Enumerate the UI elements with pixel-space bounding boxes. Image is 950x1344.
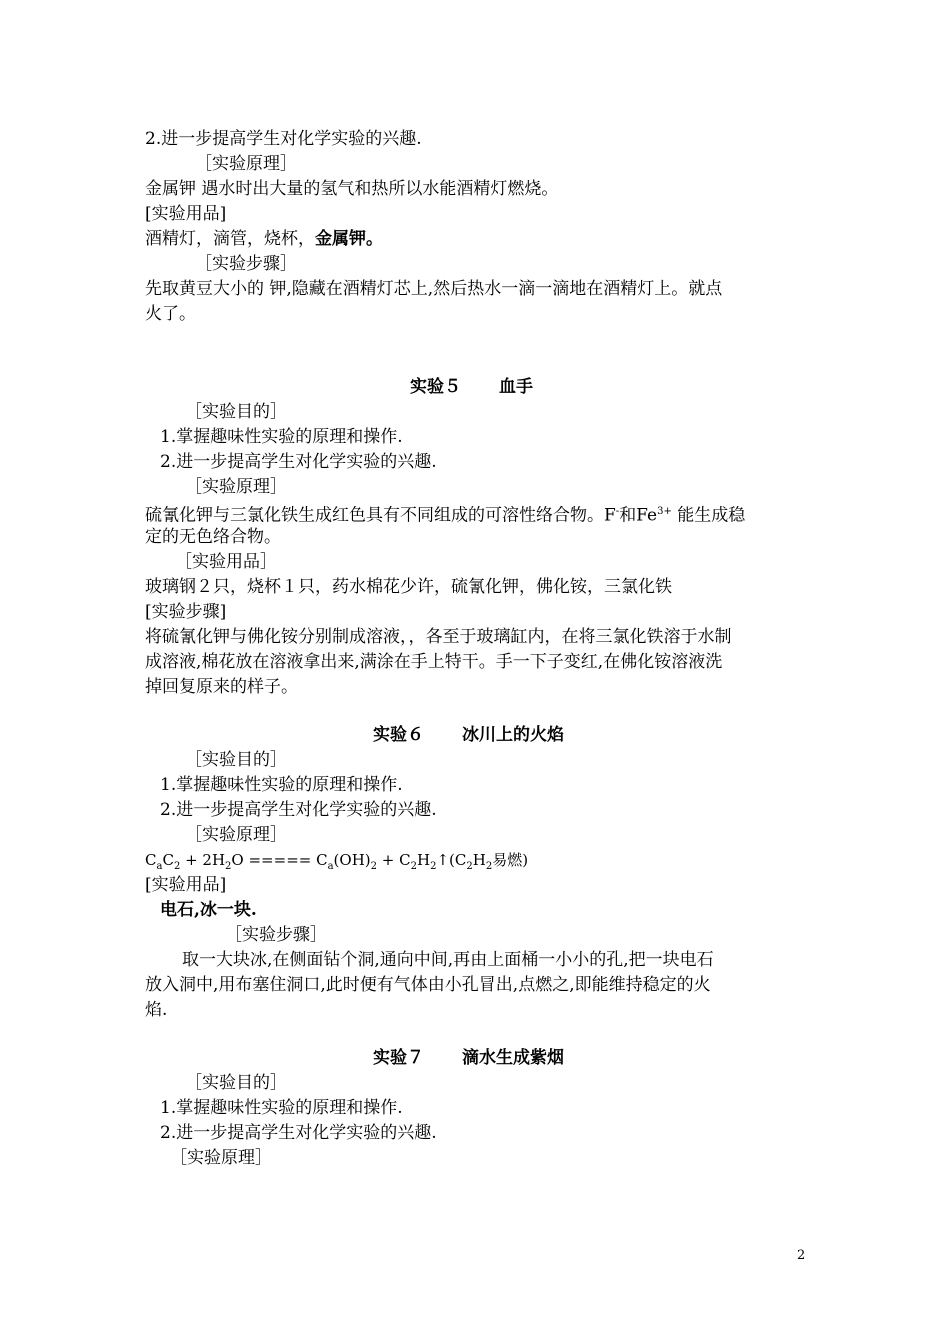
- eq-part: + C: [377, 851, 411, 869]
- section-heading-purpose: ［实验目的］: [185, 750, 287, 770]
- eq-part: ↑(C: [436, 851, 467, 869]
- purpose-item: 2.进一步提高学生对化学实验的兴趣.: [160, 800, 437, 820]
- eq-sub: 2: [173, 861, 181, 872]
- section-heading-steps: ［实验步骤］: [195, 254, 297, 274]
- section-heading-principle: ［实验原理］: [195, 154, 297, 174]
- eq-sub: 2: [430, 861, 437, 872]
- eq-sub: 2: [225, 861, 232, 872]
- section-heading-steps: [实验步骤]: [145, 602, 227, 622]
- steps-line: 将硫氰化钾与佛化铵分别制成溶液，，各至于玻璃缸内，在将三氯化铁溶于水制: [145, 627, 732, 647]
- purpose-item: 1.掌握趣味性实验的原理和操作.: [160, 427, 403, 447]
- section-heading-materials: ［实验用品］: [175, 552, 277, 572]
- superscript: 3+: [657, 506, 672, 517]
- section-heading-materials: [实验用品]: [145, 204, 227, 224]
- eq-sub: 2: [370, 861, 378, 872]
- materials-line: 电石,冰一块.: [160, 900, 257, 920]
- text-line: 2.进一步提高学生对化学实验的兴趣.: [145, 129, 422, 149]
- experiment-5-title: [410, 375, 533, 399]
- steps-line: 焰.: [145, 1000, 168, 1020]
- eq-sub: a: [327, 861, 334, 872]
- eq-sub: a: [156, 861, 163, 872]
- materials-line: 玻璃钢２只，烧杯１只，药水棉花少许，硫氰化钾，佛化铵，三氯化铁: [145, 577, 672, 597]
- experiment-name: 血手: [499, 377, 533, 397]
- eq-part: + 2H: [180, 851, 226, 869]
- experiment-7-title: [373, 1046, 564, 1070]
- principle-text: 和Fe: [619, 505, 658, 526]
- principle-text: 硫氰化钾与三氯化铁生成红色具有不同组成的可溶性络合物。F: [145, 505, 616, 526]
- purpose-item: 2.进一步提高学生对化学实验的兴趣.: [160, 1123, 437, 1143]
- steps-line: 成溶液,棉花放在溶液拿出来,满涂在手上特干。手一下子变红,在佛化铵溶液洗: [145, 652, 723, 672]
- purpose-item: 1.掌握趣味性实验的原理和操作.: [160, 775, 403, 795]
- eq-part: H: [472, 851, 486, 869]
- eq-sub: 2: [410, 861, 417, 872]
- materials-text: 酒精灯，滴管，烧杯，: [145, 229, 315, 249]
- text-line: 金属钾 遇水时出大量的氢气和热所以水能酒精灯燃烧。: [145, 179, 559, 199]
- experiment-6-title: [373, 723, 564, 747]
- eq-sub: 2: [466, 861, 473, 872]
- experiment-number: 实验７: [373, 1048, 424, 1068]
- eq-part: C: [162, 851, 174, 869]
- eq-part: (OH): [333, 851, 371, 869]
- steps-line: 掉回复原来的样子。: [145, 677, 298, 697]
- text-line: 先取黄豆大小的 钾,隐藏在酒精灯芯上,然后热水一滴一滴地在酒精灯上。就点: [145, 279, 723, 299]
- materials-bold-text: 金属钾。: [315, 229, 383, 249]
- materials-line: [145, 227, 383, 251]
- superscript: -: [615, 506, 620, 517]
- purpose-item: 1.掌握趣味性实验的原理和操作.: [160, 1098, 403, 1118]
- steps-line: 放入洞中,用布塞住洞口,此时便有气体由小孔冒出,点燃之,即能维持稳定的火: [145, 975, 711, 995]
- eq-part: 易燃): [492, 851, 529, 869]
- steps-line: 取一大块冰,在侧面钻个洞,通向中间,再由上面桶一小小的孔,把一块电石: [182, 950, 714, 970]
- principle-text: 能生成稳: [671, 505, 746, 526]
- eq-part: O ===== C: [231, 851, 328, 869]
- section-heading-purpose: ［实验目的］: [185, 1073, 287, 1093]
- text-line: 火了。: [145, 304, 196, 324]
- principle-line: 定的无色络合物。: [145, 527, 281, 547]
- experiment-name: 冰川上的火焰: [462, 725, 564, 745]
- section-heading-purpose: ［实验目的］: [185, 402, 287, 422]
- section-heading-materials: [实验用品]: [145, 875, 227, 895]
- section-heading-principle: ［实验原理］: [185, 825, 287, 845]
- eq-part: C: [145, 851, 157, 869]
- page-number: 2: [797, 1248, 806, 1263]
- principle-line: [145, 500, 745, 528]
- experiment-number: 实验６: [373, 725, 424, 745]
- section-heading-principle: ［实验原理］: [185, 477, 287, 497]
- purpose-item: 2.进一步提高学生对化学实验的兴趣.: [160, 452, 437, 472]
- experiment-number: 实验５: [410, 377, 461, 397]
- section-heading-principle: ［实验原理］: [170, 1148, 272, 1168]
- eq-sub: 2: [485, 861, 493, 872]
- eq-part: H: [416, 851, 431, 869]
- section-heading-steps: ［实验步骤］: [225, 925, 327, 945]
- experiment-name: 滴水生成紫烟: [462, 1048, 564, 1068]
